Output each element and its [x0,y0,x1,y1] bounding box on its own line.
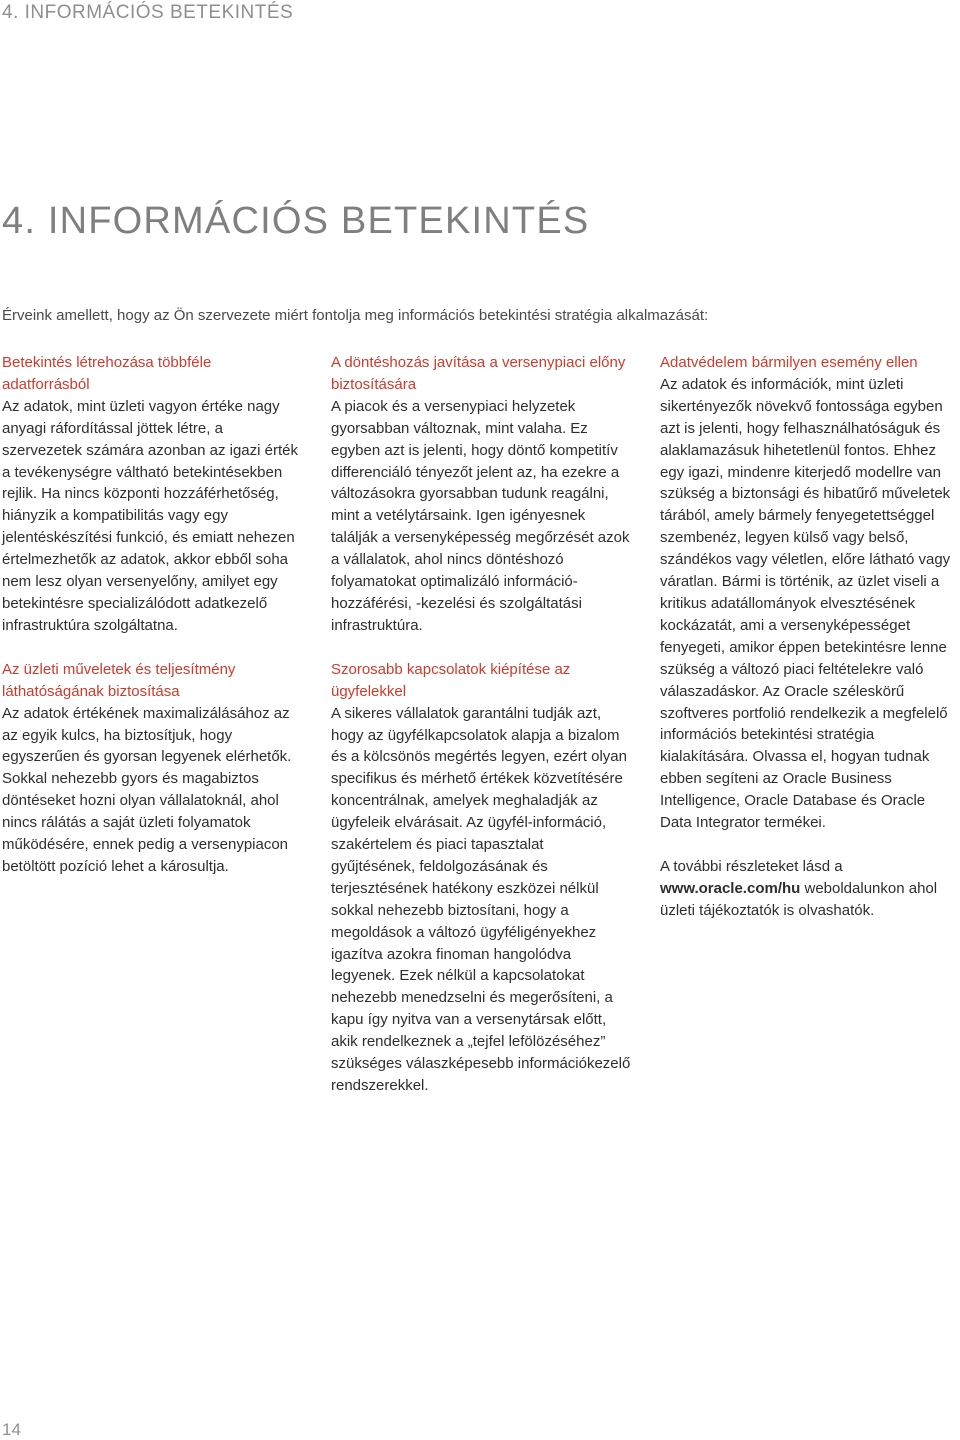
closing-text-after: weboldalunkon ahol üzleti tájékoztatók is olvashatók. [660,879,938,919]
section-body: A sikeres vállalatok garantálni tudják azt, hogy az ügyfélkapcsolatok alapja a bizalom és a kölcsönös megértés legyen, ezért olyan specifikus és mérhető értékek közvetítésére koncentrálnak, amelyek meghaladják az ügyfeleik elvárásait. Az ügyfél-információ, szakértelem és piaci tapasztalat gyűjtésének, feldolgozásának és terjesztésének hatékony eszközei nélkül sokkal nehezebb biztosítani, hogy a megoldások a változó ügyféligényekhez igazítva azokra finoman hangolódva legyenek. Ezek nélkül a kapcsolatokat nehezebb menedzselni és megerősíteni, a kapu így nyitva van a versenytársak előtt, akik rendelkeznek a „tejfel lefölözéséhez” szükséges válaszképesebb információkezelő rendszerekkel. [331,704,631,1094]
section-decision-making [331,352,631,637]
intro-paragraph: Érveink amellett, hogy az Ön szervezete miért fontolja meg információs betekintési stratégia alkalmazását: [2,307,709,324]
page-title: 4. INFORMÁCIÓS BETEKINTÉS [2,200,590,242]
section-heading: Betekintés létrehozása többféle adatforrásból [2,354,212,393]
section-heading: Szorosabb kapcsolatok kiépítése az ügyfelekkel [331,660,571,700]
section-heading: A döntéshozás javítása a versenypiaci előny biztosítására [331,354,626,393]
section-operations-visibility [2,659,302,878]
closing-text-before: A további részleteket lásd a [660,857,843,875]
section-body: Az adatok és információk, mint üzleti sikertényezők növekvő fontossága egyben azt is jelenti, hogy felhasználhatóságuk és alaklamazásuk hihetetlenül fontos. Ehhez egy igazi, mindenre kiterjedő modellre van szükség a biztonsági és hibatűrő műveletek tárából, amely bármely fenyegetettséggel szembenéz, legyen külső vagy belső, szándékos vagy véletlen, előre látható vagy váratlan. Bármi is történik, az üzlet viseli a kritikus adatállományok elvesztésének kockázatát, ami a versenyképességet fenyegeti, amikor éppen betekintésre lenne szükség a változó piaci feltételekre való válaszadáskor. Az Oracle széleskörű szoftveres portfolió rendelkezik a megfelelő információs betekintési stratégia kialakítására. Olvassa el, hogyan tudnak ebben segíteni az Oracle Business Intelligence, Oracle Database és Oracle Data Integrator termékei. [660,375,951,832]
section-customer-relations [331,659,631,1097]
running-header: 4. INFORMÁCIÓS BETEKINTÉS [2,2,294,23]
section-heading: Adatvédelem bármilyen esemény ellen [660,354,918,371]
oracle-website-link[interactable]: www.oracle.com/hu [660,879,801,897]
section-body: A piacok és a versenypiaci helyzetek gyorsabban változnak, mint valaha. Ez egyben azt is jelenti, hogy döntő kompetitív differenciáló tényezőt jelent az, ha ezekre a változásokra gyorsabban tudunk reagálni, mint a vetélytársaink. Igen igényesnek találják a versenyképesség megőrzését azok a vállalatok, ahol nincs döntéshozó folyamatokat optimalizáló információ-hozzáférési, -kezelési és szolgáltatási infrastruktúra. [331,397,630,634]
column-1 [2,352,302,900]
closing-paragraph [660,856,960,922]
section-multi-source-insight [2,352,302,637]
column-3 [660,352,960,922]
page-number: 14 [2,1420,21,1439]
section-heading: Az üzleti műveletek és teljesítmény láthatóságának biztosítása [2,660,236,700]
section-data-protection [660,352,960,834]
column-2 [331,352,631,1119]
section-body: Az adatok értékének maximalizálásához az az egyik kulcs, ha biztosítjuk, hogy egyszerűen és gyorsan legyenek elérhetők. Sokkal nehezebb gyors és magabiztos döntéseket hozni olyan vállalatoknál, ahol nincs rálátás a saját üzleti folyamatok működésére, ennek pedig a versenypiacon betöltött pozíció lehet a károsultja. [2,704,292,875]
section-body: Az adatok, mint üzleti vagyon értéke nagy anyagi ráfordítással jöttek létre, a szervezetek számára azonban az igazi érték a tevékenységre váltható betekintésekben rejlik. Ha nincs központi hozzáférhetőség, hiányzik a kompatibilitás vagy egy jelentéskészítési funkció, és emiatt nehezen értelmezhetők az adatok, akkor ebből soha nem lesz olyan versenyelőny, amilyet egy betekintésre specializálódott adatkezelő infrastruktúra szolgáltatna. [2,397,298,634]
